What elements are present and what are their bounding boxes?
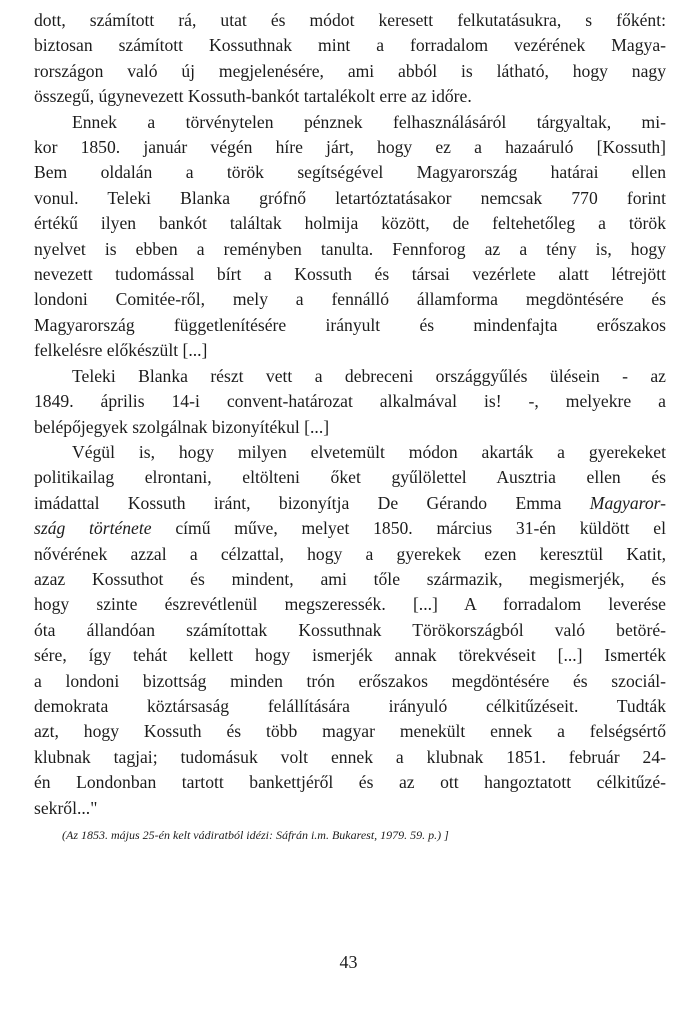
text-line: rországon való új megjelenésére, ami abból is látható, hogy nagy bbox=[34, 60, 666, 81]
text-line: sére, így tehát kellett hogy ismerjék annak törekvéseit [...] Ismerték bbox=[34, 645, 666, 666]
text-line: azt, hogy Kossuth és több magyar menekült ennek a felségsértő bbox=[34, 721, 666, 742]
text-line: óta állandóan számítottak Kossuthnak Törökországból való betöré- bbox=[34, 619, 666, 640]
text-line: én Londonban tartott bankettjéről és az ott hangoztatott célkitűzé- bbox=[34, 772, 666, 793]
book-title: szág története bbox=[34, 518, 152, 539]
text-line: felkelésre előkészült [...] bbox=[34, 340, 208, 361]
text-line: klubnak tagjai; tudomásuk volt ennek a klubnak 1851. február 24- bbox=[34, 746, 666, 767]
text-line: nevezett tudomással bírt a Kossuth és társai vezérlete alatt létrejött bbox=[34, 264, 666, 285]
text-line: demokrata köztársaság felállítására irányuló célkitűzéseit. Tudták bbox=[34, 695, 666, 716]
text-line: 1849. április 14-i convent-határozat alkalmával is! -, melyekre a bbox=[34, 391, 666, 412]
text-line: belépőjegyek szolgálnak bizonyítékul [...] bbox=[34, 416, 330, 437]
text-line: kor 1850. január végén híre járt, hogy ez a hazaáruló [Kossuth] bbox=[34, 137, 666, 158]
text-line: összegű, úgynevezett Kossuth-bankót tartalékolt erre az időre. bbox=[34, 86, 472, 107]
text-line: Végül is, hogy milyen elvetemült módon akarták a gyerekeket bbox=[72, 441, 666, 462]
text-line: londoni Comitée-ről, mely a fennálló államforma megdöntésére és bbox=[34, 289, 666, 310]
text-line: értékű ilyen bankót találtak holmija között, de feltehetőleg a török bbox=[34, 213, 666, 234]
source-citation: (Az 1853. május 25-én kelt vádiratból idézi: Sáfrán i.m. Bukarest, 1979. 59. p.) ] bbox=[62, 828, 449, 842]
text-line: Bem oldalán a török segítségével Magyarország határai ellen bbox=[34, 162, 666, 183]
book-title: Magyaror- bbox=[589, 492, 666, 513]
text-line: szág története című műve, melyet 1850. március 31-én küldött el bbox=[34, 518, 666, 539]
text-line: nővérének azzal a célzattal, hogy a gyerekek ezen keresztül Katit, bbox=[34, 543, 666, 564]
text-line: Teleki Blanka részt vett a debreceni országgyűlés ülésein - az bbox=[72, 365, 666, 386]
page-body bbox=[34, 8, 666, 845]
text-line: hogy szinte észrevétlenül megszeressék. [...] A forradalom leverése bbox=[34, 594, 666, 615]
text-line: politikailag elrontani, eltölteni őket gyűlölettel Ausztria ellen és bbox=[34, 467, 666, 488]
text-line: biztosan számított Kossuthnak mint a forradalom vezérének Magya- bbox=[34, 35, 666, 56]
text-line: Ennek a törvénytelen pénznek felhasználásáról tárgyaltak, mi- bbox=[72, 111, 666, 132]
main-text bbox=[34, 8, 666, 821]
text-line: vonul. Teleki Blanka grófnő letartóztatásakor nemcsak 770 forint bbox=[34, 187, 666, 208]
text-line: imádattal Kossuth iránt, bizonyítja De Gérando Emma Magyaror- bbox=[34, 492, 666, 513]
text-line: a londoni bizottság minden trón erőszakos megdöntésére és szociál- bbox=[34, 670, 666, 691]
text-line: sekről..." bbox=[34, 797, 98, 818]
text-line: dott, számított rá, utat és módot keresett felkutatásukra, s főként: bbox=[34, 10, 666, 30]
page-number: 43 bbox=[339, 952, 358, 972]
text-line: azaz Kossuthot és mindent, ami tőle származik, megismerjék, és bbox=[34, 568, 666, 589]
text-line: Magyarország függetlenítésére irányult és mindenfajta erőszakos bbox=[34, 314, 666, 335]
text-line: nyelvet is ebben a reményben tanulta. Fennforog az a tény is, hogy bbox=[34, 238, 666, 259]
